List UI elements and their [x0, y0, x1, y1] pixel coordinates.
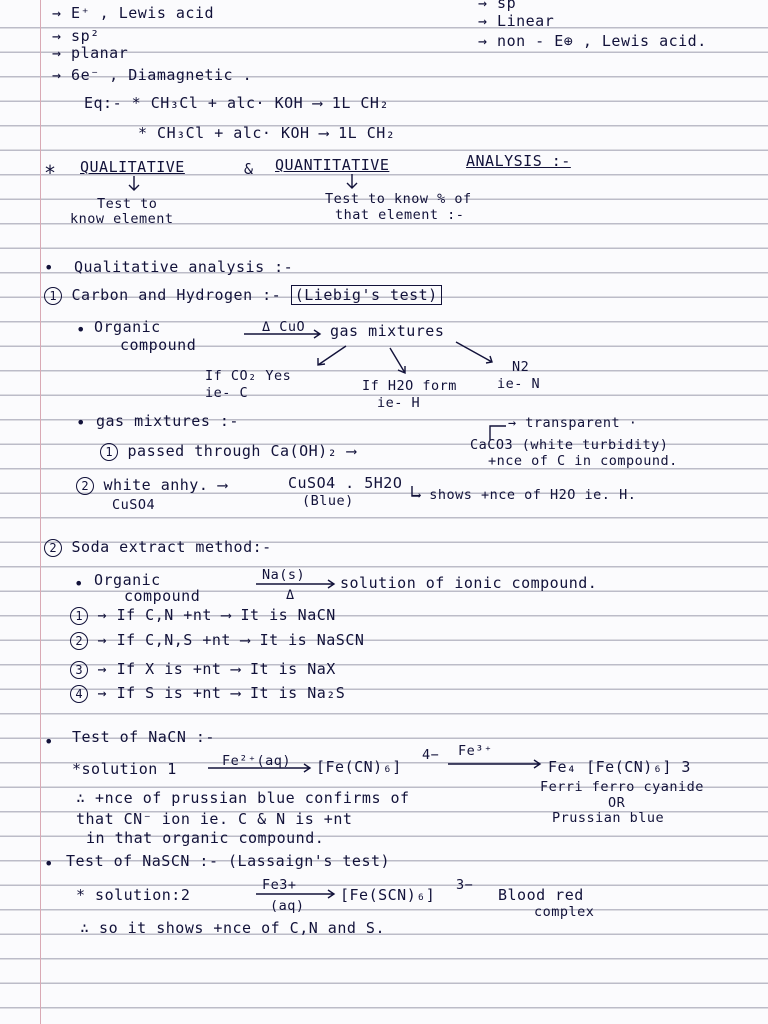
nascn-conclusion: ∴ so it shows +nce of C,N and S.: [80, 919, 385, 937]
bullet-nascn: •: [44, 854, 54, 873]
gas-mixtures-label: gas mixtures: [330, 322, 445, 340]
branch-n2-arrow: [456, 342, 492, 363]
qual-note-1: Test to: [97, 196, 158, 212]
compound-label: compound: [120, 336, 197, 354]
soda-compound: compound: [124, 587, 201, 605]
heading-quantitative: QUANTITATIVE: [275, 156, 390, 174]
bullet-soda-organic: •: [74, 574, 84, 593]
soda-item-2: [70, 631, 364, 650]
soda-item-1: [70, 606, 336, 625]
fe2-reagent: Fe²⁺(aq): [222, 753, 292, 769]
cuo-reagent: Δ CuO: [262, 319, 306, 335]
sp-line: → sp: [478, 0, 517, 12]
section-1-number: 1: [44, 287, 62, 305]
ionic-solution: solution of ionic compound.: [340, 574, 598, 592]
bullet-nacn: •: [44, 732, 54, 751]
carbon-label: ie- C: [205, 385, 249, 401]
cuso4-hydrate: CuSO4 . 5H2O: [288, 474, 403, 492]
soda-item-2-result: It is NaSCN: [259, 631, 365, 649]
process-2-text: white anhy. ⟶: [103, 476, 228, 494]
soda-item-1-result: It is NaCN: [240, 606, 336, 624]
heading-ampersand: &: [244, 160, 254, 178]
heat-symbol: Δ: [286, 587, 295, 603]
nacn-solution: *solution 1: [72, 760, 177, 778]
soda-item-3: [70, 660, 336, 679]
soda-item-3-condition: → If X is +nt ⟶: [97, 660, 241, 678]
heading-analysis: ANALYSIS :-: [466, 152, 571, 170]
soda-item-3-number: 3: [70, 661, 88, 679]
heading-star: *: [44, 161, 57, 185]
ferrocyanide-complex: [Fe(CN)₆]: [316, 758, 402, 776]
carbon-presence: +nce of C in compound.: [488, 453, 678, 469]
nacn-conclusion-3: in that organic compound.: [86, 829, 325, 847]
margin-line: [40, 0, 41, 1024]
quant-note-1: Test to know % of: [325, 191, 472, 207]
blood-red: Blood red: [498, 886, 584, 904]
soda-item-4: [70, 684, 345, 703]
n2-label: N2: [512, 359, 530, 375]
fe3-reagent: Fe³⁺: [458, 743, 493, 759]
sodium-reagent: Na(s): [262, 567, 306, 583]
linear-line: → Linear: [478, 12, 555, 30]
organic-label: Organic: [94, 318, 161, 336]
soda-title: Soda extract method:-: [71, 538, 272, 556]
sp2-line: → sp²: [52, 27, 100, 45]
bullet-gas-mixtures: •: [76, 413, 86, 432]
branch-co2-arrow: [318, 346, 346, 365]
soda-item-1-number: 1: [70, 607, 88, 625]
nitrogen-label: ie- N: [497, 376, 541, 392]
quant-note-2: that element :-: [335, 207, 465, 223]
qualitative-title: Qualitative analysis :-: [74, 258, 294, 276]
bullet-organic: •: [76, 320, 86, 339]
thiocyanate-charge: 3−: [456, 877, 474, 893]
complex-label: complex: [534, 904, 595, 920]
equation-2: * CH₃Cl + alc· KOH ⟶ 1L CH₂: [138, 124, 396, 142]
soda-item-1-condition: → If C,N +nt ⟶: [97, 606, 231, 624]
nascn-title: Test of NaSCN :- (Lassaign's test): [66, 852, 391, 870]
or-label: OR: [608, 795, 626, 811]
equation-1: Eq:- * CH₃Cl + alc· KOH ⟶ 1L CH₂: [84, 94, 389, 112]
soda-item-3-result: It is NaX: [250, 660, 336, 678]
soda-item-4-result: It is Na₂S: [250, 684, 346, 702]
nascn-aq: (aq): [270, 898, 305, 914]
prussian-blue-name: Prussian blue: [552, 810, 665, 826]
planar-line: → planar: [52, 44, 129, 62]
liebig-test-box: (Liebig's test): [291, 285, 442, 305]
soda-item-4-number: 4: [70, 685, 88, 703]
heading-qualitative: QUALITATIVE: [80, 158, 185, 176]
non-electrophile-line: → non - E⊕ , Lewis acid.: [478, 32, 707, 50]
nacn-title: Test of NaCN :-: [72, 728, 215, 746]
ferrocyanide-charge: 4−: [422, 747, 440, 763]
co2-label: If CO₂ Yes: [205, 368, 292, 384]
nascn-fe3-reagent: Fe3+: [262, 877, 297, 893]
branch-h2o-arrow: [390, 348, 405, 373]
section-1-title: Carbon and Hydrogen :-: [71, 286, 282, 304]
soda-organic: Organic: [94, 571, 161, 589]
nacn-conclusion-2: that CN⁻ ion ie. C & N is +nt: [76, 810, 353, 828]
diamagnetic-line: → 6e⁻ , Diamagnetic .: [52, 66, 253, 84]
fe3-arrow: [448, 760, 540, 768]
soda-item-2-number: 2: [70, 632, 88, 650]
nascn-solution: * solution:2: [76, 886, 191, 904]
thiocyanate-complex: [Fe(SCN)₆]: [340, 886, 436, 904]
process-2: [76, 476, 227, 495]
section-2: [44, 538, 272, 557]
soda-item-4-condition: → If S is +nt ⟶: [97, 684, 241, 702]
process-1-number: 1: [100, 443, 118, 461]
prussian-formula: Fe₄ [Fe(CN)₆] 3: [548, 758, 691, 776]
bullet-qualitative: •: [44, 258, 54, 277]
anhydrous-cuso4: CuSO4: [112, 497, 156, 513]
section-2-number: 2: [44, 539, 62, 557]
caco3-result: CaCO3 (white turbidity): [470, 437, 669, 453]
blue-label: (Blue): [302, 493, 354, 509]
ferri-ferro-cyanide: Ferri ferro cyanide: [540, 779, 704, 795]
soda-item-2-condition: → If C,N,S +nt ⟶: [97, 631, 251, 649]
section-1: [44, 286, 442, 305]
qual-down-arrow: [129, 176, 139, 190]
hydrogen-label: ie- H: [377, 395, 421, 411]
gas-mixtures-heading: gas mixtures :-: [96, 412, 239, 430]
process-1-text: passed through Ca(OH)₂ ⟶: [127, 442, 357, 460]
quant-down-arrow: [347, 174, 357, 188]
lewis-acid-line: → E⁺ , Lewis acid: [52, 4, 215, 22]
process-1: [100, 442, 356, 461]
h2o-label: If H2O form: [362, 378, 457, 394]
qual-note-2: know element: [70, 211, 174, 227]
process-2-number: 2: [76, 477, 94, 495]
transparent-label: → transparent ·: [508, 415, 638, 431]
water-presence: ⟶ shows +nce of H2O ie. H.: [412, 487, 637, 503]
nacn-conclusion-1: ∴ +nce of prussian blue confirms of: [76, 789, 410, 807]
